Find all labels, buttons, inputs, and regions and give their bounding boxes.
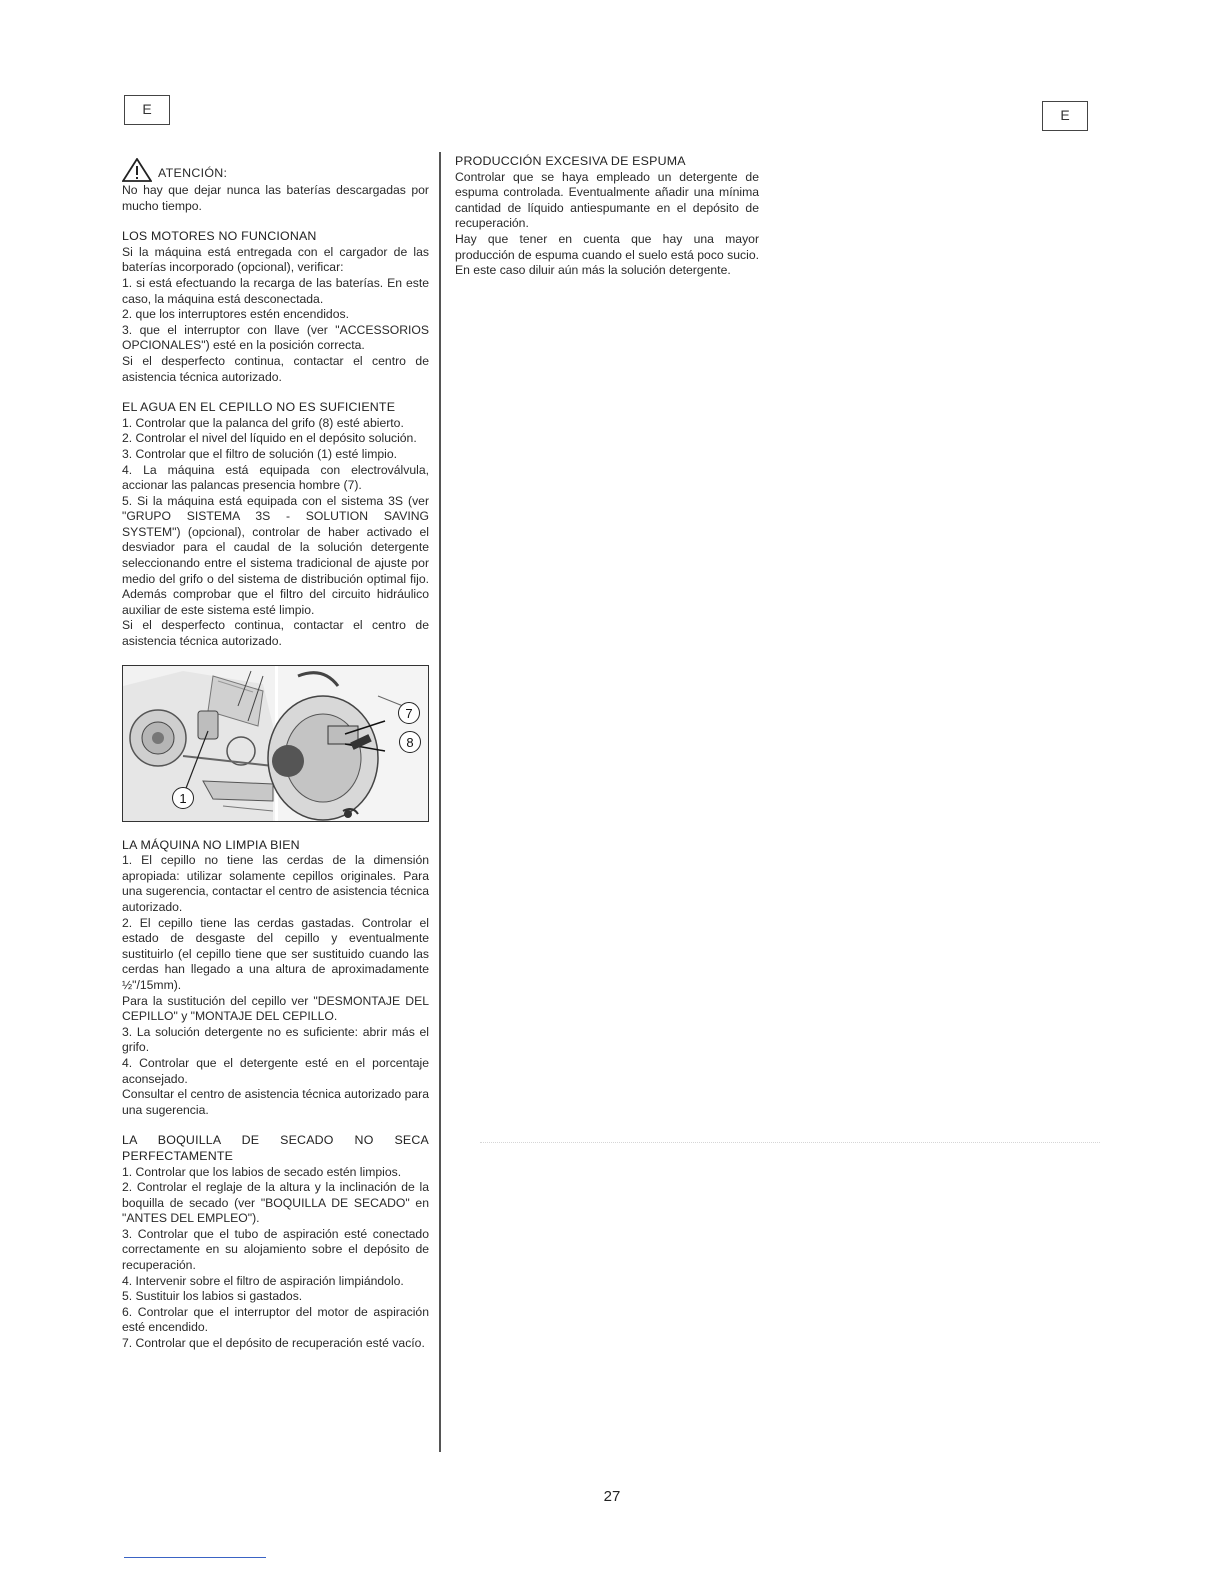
section-heading: EL AGUA EN EL CEPILLO NO ES SUFICIENTE bbox=[122, 400, 396, 415]
section-paragraph: 3. que el interruptor con llave (ver "ACCESSORIOS OPCIONALES") esté en la posición correcta. bbox=[122, 322, 429, 353]
section-paragraph: 7. Controlar que el depósito de recuperación esté vacío. bbox=[122, 1336, 425, 1351]
section-paragraph: Hay que tener en cuenta que hay una mayor producción de espuma cuando el suelo está poco sucio. En este caso diluir aún más la solución detergente. bbox=[455, 231, 759, 278]
right-column bbox=[455, 154, 759, 294]
section-paragraph: 1. El cepillo no tiene las cerdas de la dimensión apropiada: utilizar solamente cepillos originales. Para una sugerencia, contactar el centro de asistencia técnica autorizado. bbox=[122, 853, 429, 914]
section-no-limpia bbox=[122, 838, 429, 1119]
language-tag-right: E bbox=[1042, 101, 1088, 131]
section-paragraph: 2. Controlar el nivel del líquido en el depósito solución. bbox=[122, 431, 417, 446]
section-paragraph: 6. Controlar que el interruptor del motor de aspiración esté encendido. bbox=[122, 1304, 429, 1335]
section-heading: LOS MOTORES NO FUNCIONAN bbox=[122, 229, 317, 244]
warning-triangle-icon bbox=[122, 158, 152, 182]
section-paragraph: Si el desperfecto continua, contactar el centro de asistencia técnica autorizado. bbox=[122, 618, 429, 649]
section-paragraph: 1. Controlar que la palanca del grifo (8) esté abierto. bbox=[122, 415, 404, 430]
section-boquilla bbox=[122, 1133, 429, 1351]
section-paragraph: 5. Sustituir los labios si gastados. bbox=[122, 1289, 303, 1304]
section-paragraph: 3. La solución detergente no es suficiente: abrir más el grifo. bbox=[122, 1024, 429, 1055]
warning-title-row bbox=[122, 158, 429, 182]
warning-block bbox=[122, 158, 429, 214]
page-number: 27 bbox=[603, 1488, 621, 1505]
section-paragraph: 1. Controlar que los labios de secado estén limpios. bbox=[122, 1164, 402, 1179]
section-heading: PRODUCCIÓN EXCESIVA DE ESPUMA bbox=[455, 154, 686, 168]
callout-7: 7 bbox=[398, 702, 420, 724]
bottom-rule bbox=[124, 1557, 266, 1558]
section-heading: LA MÁQUINA NO LIMPIA BIEN bbox=[122, 837, 300, 852]
section-paragraph: Controlar que se haya empleado un detergente de espuma controlada. Eventualmente añadir una mínima cantidad de líquido antiespumante en el depósito de recuperación. bbox=[455, 169, 759, 231]
section-agua bbox=[122, 400, 429, 650]
scan-artifact-line bbox=[480, 1142, 1100, 1144]
section-paragraph: 2. que los interruptores estén encendidos. bbox=[122, 307, 349, 322]
language-tag-left: E bbox=[124, 95, 170, 125]
column-divider bbox=[439, 152, 441, 1452]
section-paragraph: 1. si está efectuando la recarga de las baterías. En este caso, la máquina está desconectada. bbox=[122, 275, 429, 306]
warning-title: ATENCIÓN: bbox=[158, 166, 228, 181]
section-paragraph: 3. Controlar que el filtro de solución (1) esté limpio. bbox=[122, 446, 398, 461]
section-espuma bbox=[455, 154, 759, 279]
section-paragraph: 5. Si la máquina está equipada con el sistema 3S (ver "GRUPO SISTEMA 3S - SOLUTION SAVING SYSTEM") (opcional), controlar de haber activado el desviador para el caudal de la solución detergente seleccionando entre el sistema tradicional de ajuste por medio del grifo o del sistema de distribución optimal fijo. Además comprobar que el filtro del circuito hidráulico auxiliar de este sistema esté limpio. bbox=[122, 493, 429, 617]
callout-8: 8 bbox=[399, 731, 421, 753]
section-paragraph: 4. Intervenir sobre el filtro de aspiración limpiándolo. bbox=[122, 1273, 404, 1288]
section-paragraph: 3. Controlar que el tubo de aspiración esté conectado correctamente en su alojamiento sobre el depósito de recuperación. bbox=[122, 1226, 429, 1273]
section-paragraph: Si la máquina está entregada con el cargador de las baterías incorporado (opcional), verificar: bbox=[122, 244, 429, 275]
callout-1: 1 bbox=[172, 787, 194, 809]
section-paragraph: Si el desperfecto continua, contactar el centro de asistencia técnica autorizado. bbox=[122, 353, 429, 384]
section-paragraph: Para la sustitución del cepillo ver "DESMONTAJE DEL CEPILLO" y "MONTAJE DEL CEPILLO. bbox=[122, 993, 429, 1024]
section-paragraph: Consultar el centro de asistencia técnica autorizado para una sugerencia. bbox=[122, 1087, 429, 1117]
section-heading: LA BOQUILLA DE SECADO NO SECA PERFECTAMENTE bbox=[122, 1133, 429, 1163]
section-motores bbox=[122, 229, 429, 385]
section-paragraph: 4. Controlar que el detergente esté en el porcentaje aconsejado. bbox=[122, 1055, 429, 1086]
warning-text: No hay que dejar nunca las baterías descargadas por mucho tiempo. bbox=[122, 183, 429, 213]
left-column bbox=[122, 158, 429, 1367]
machine-illustration bbox=[123, 666, 428, 821]
section-paragraph: 2. El cepillo tiene las cerdas gastadas. Controlar el estado de desgaste del cepillo y eventualmente sustituirlo (el cepillo tiene que ser sustituido cuando las cerdas han llegado a una altura de aproximadamente ½"/15mm). bbox=[122, 915, 429, 992]
machine-figure bbox=[122, 665, 429, 822]
section-paragraph: 2. Controlar el reglaje de la altura y la inclinación de la boquilla de secado (ver "BOQUILLA DE SECADO" en "ANTES DEL EMPLEO"). bbox=[122, 1180, 429, 1226]
section-paragraph: 4. La máquina está equipada con electroválvula, accionar las palancas presencia hombre (7). bbox=[122, 462, 429, 493]
